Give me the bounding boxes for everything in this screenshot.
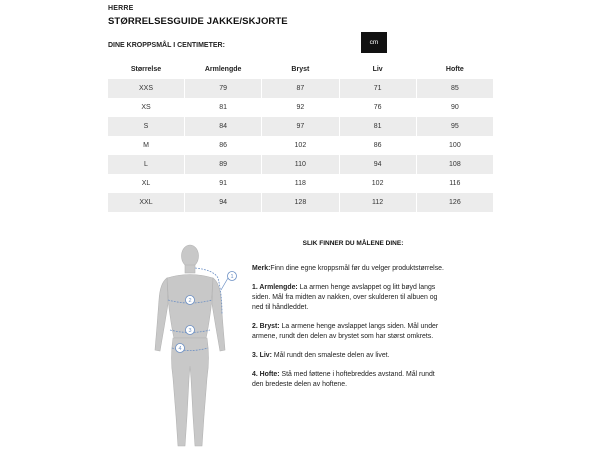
marker-1-label: 1 (230, 274, 234, 280)
cell-hip: 90 (416, 98, 493, 117)
measure-section-title: SLIK FINNER DU MÅLENE DINE: (302, 240, 404, 247)
marker-2-label: 2 (188, 298, 192, 304)
marker-4-label: 4 (178, 346, 182, 352)
cell-chest: 110 (262, 155, 339, 174)
step-label: 2. Bryst: (252, 323, 280, 330)
note-paragraph (252, 264, 447, 274)
cell-arm-length: 91 (185, 174, 262, 193)
cell-arm-length: 84 (185, 117, 262, 136)
cell-arm-length: 86 (185, 136, 262, 155)
cell-size: S (108, 117, 185, 136)
body-figure (150, 238, 250, 450)
table-row (108, 79, 494, 98)
column-header-size: Størrelse (108, 60, 185, 79)
cell-hip: 126 (416, 193, 493, 212)
cell-size: XXS (108, 79, 185, 98)
cell-hip: 85 (416, 79, 493, 98)
step-label: 1. Armlengde: (252, 284, 298, 291)
cell-size: L (108, 155, 185, 174)
cell-hip: 100 (416, 136, 493, 155)
body-figure-illustration (150, 238, 250, 450)
table-row (108, 98, 494, 117)
cell-arm-length: 94 (185, 193, 262, 212)
cell-arm-length: 81 (185, 98, 262, 117)
table-row (108, 193, 494, 212)
note-label: Merk: (252, 265, 271, 272)
cell-chest: 102 (262, 136, 339, 155)
step-hip (252, 370, 447, 390)
cell-waist: 86 (339, 136, 416, 155)
cell-hip: 116 (416, 174, 493, 193)
table-row (108, 155, 494, 174)
marker-3-label: 3 (188, 328, 192, 334)
step-chest (252, 322, 447, 342)
cell-size: M (108, 136, 185, 155)
page-title: STØRRELSESGUIDE JAKKE/SKJORTE (108, 16, 288, 27)
cell-size: XS (108, 98, 185, 117)
step-text: La armene henge avslappet langs siden. Mål under armene, rundt den delen av brystet som har størst omkrets. (252, 323, 439, 340)
cell-waist: 112 (339, 193, 416, 212)
step-label: 4. Hofte: (252, 371, 280, 378)
step-waist (252, 351, 447, 361)
column-header-chest: Bryst (262, 60, 339, 79)
table-subtitle: DINE KROPPSMÅL I CENTIMETER: (108, 42, 225, 49)
cell-arm-length: 89 (185, 155, 262, 174)
cell-chest: 92 (262, 98, 339, 117)
cell-hip: 108 (416, 155, 493, 174)
table-header-row (108, 60, 494, 79)
cell-waist: 71 (339, 79, 416, 98)
cell-chest: 128 (262, 193, 339, 212)
table-row (108, 117, 494, 136)
table-row (108, 136, 494, 155)
cell-waist: 102 (339, 174, 416, 193)
column-header-hip: Hofte (416, 60, 493, 79)
note-text: Finn dine egne kroppsmål før du velger produktstørrelse. (270, 265, 444, 272)
cell-arm-length: 79 (185, 79, 262, 98)
step-text: La armen henge avslappet og litt bøyd langs siden. Mål fra midten av nakken, over skulderen til albuen og ned til håndleddet. (252, 284, 438, 311)
cell-waist: 76 (339, 98, 416, 117)
step-arm-length (252, 283, 447, 313)
column-header-arm-length: Armlengde (185, 60, 262, 79)
category-label: HERRE (108, 5, 134, 12)
step-text: Mål rundt den smaleste delen av livet. (273, 352, 390, 359)
unit-toggle-button[interactable]: cm (361, 32, 387, 53)
cell-size: XL (108, 174, 185, 193)
cell-hip: 95 (416, 117, 493, 136)
table-row (108, 174, 494, 193)
cell-chest: 87 (262, 79, 339, 98)
column-header-waist: Liv (339, 60, 416, 79)
cell-size: XXL (108, 193, 185, 212)
step-label: 3. Liv: (252, 352, 272, 359)
cell-waist: 94 (339, 155, 416, 174)
cell-chest: 97 (262, 117, 339, 136)
cell-waist: 81 (339, 117, 416, 136)
size-table (108, 60, 494, 212)
step-text: Stå med føttene i hoftebreddes avstand. Mål rundt den bredeste delen av hoftene. (252, 371, 435, 388)
cell-chest: 118 (262, 174, 339, 193)
measure-instructions (252, 264, 447, 399)
